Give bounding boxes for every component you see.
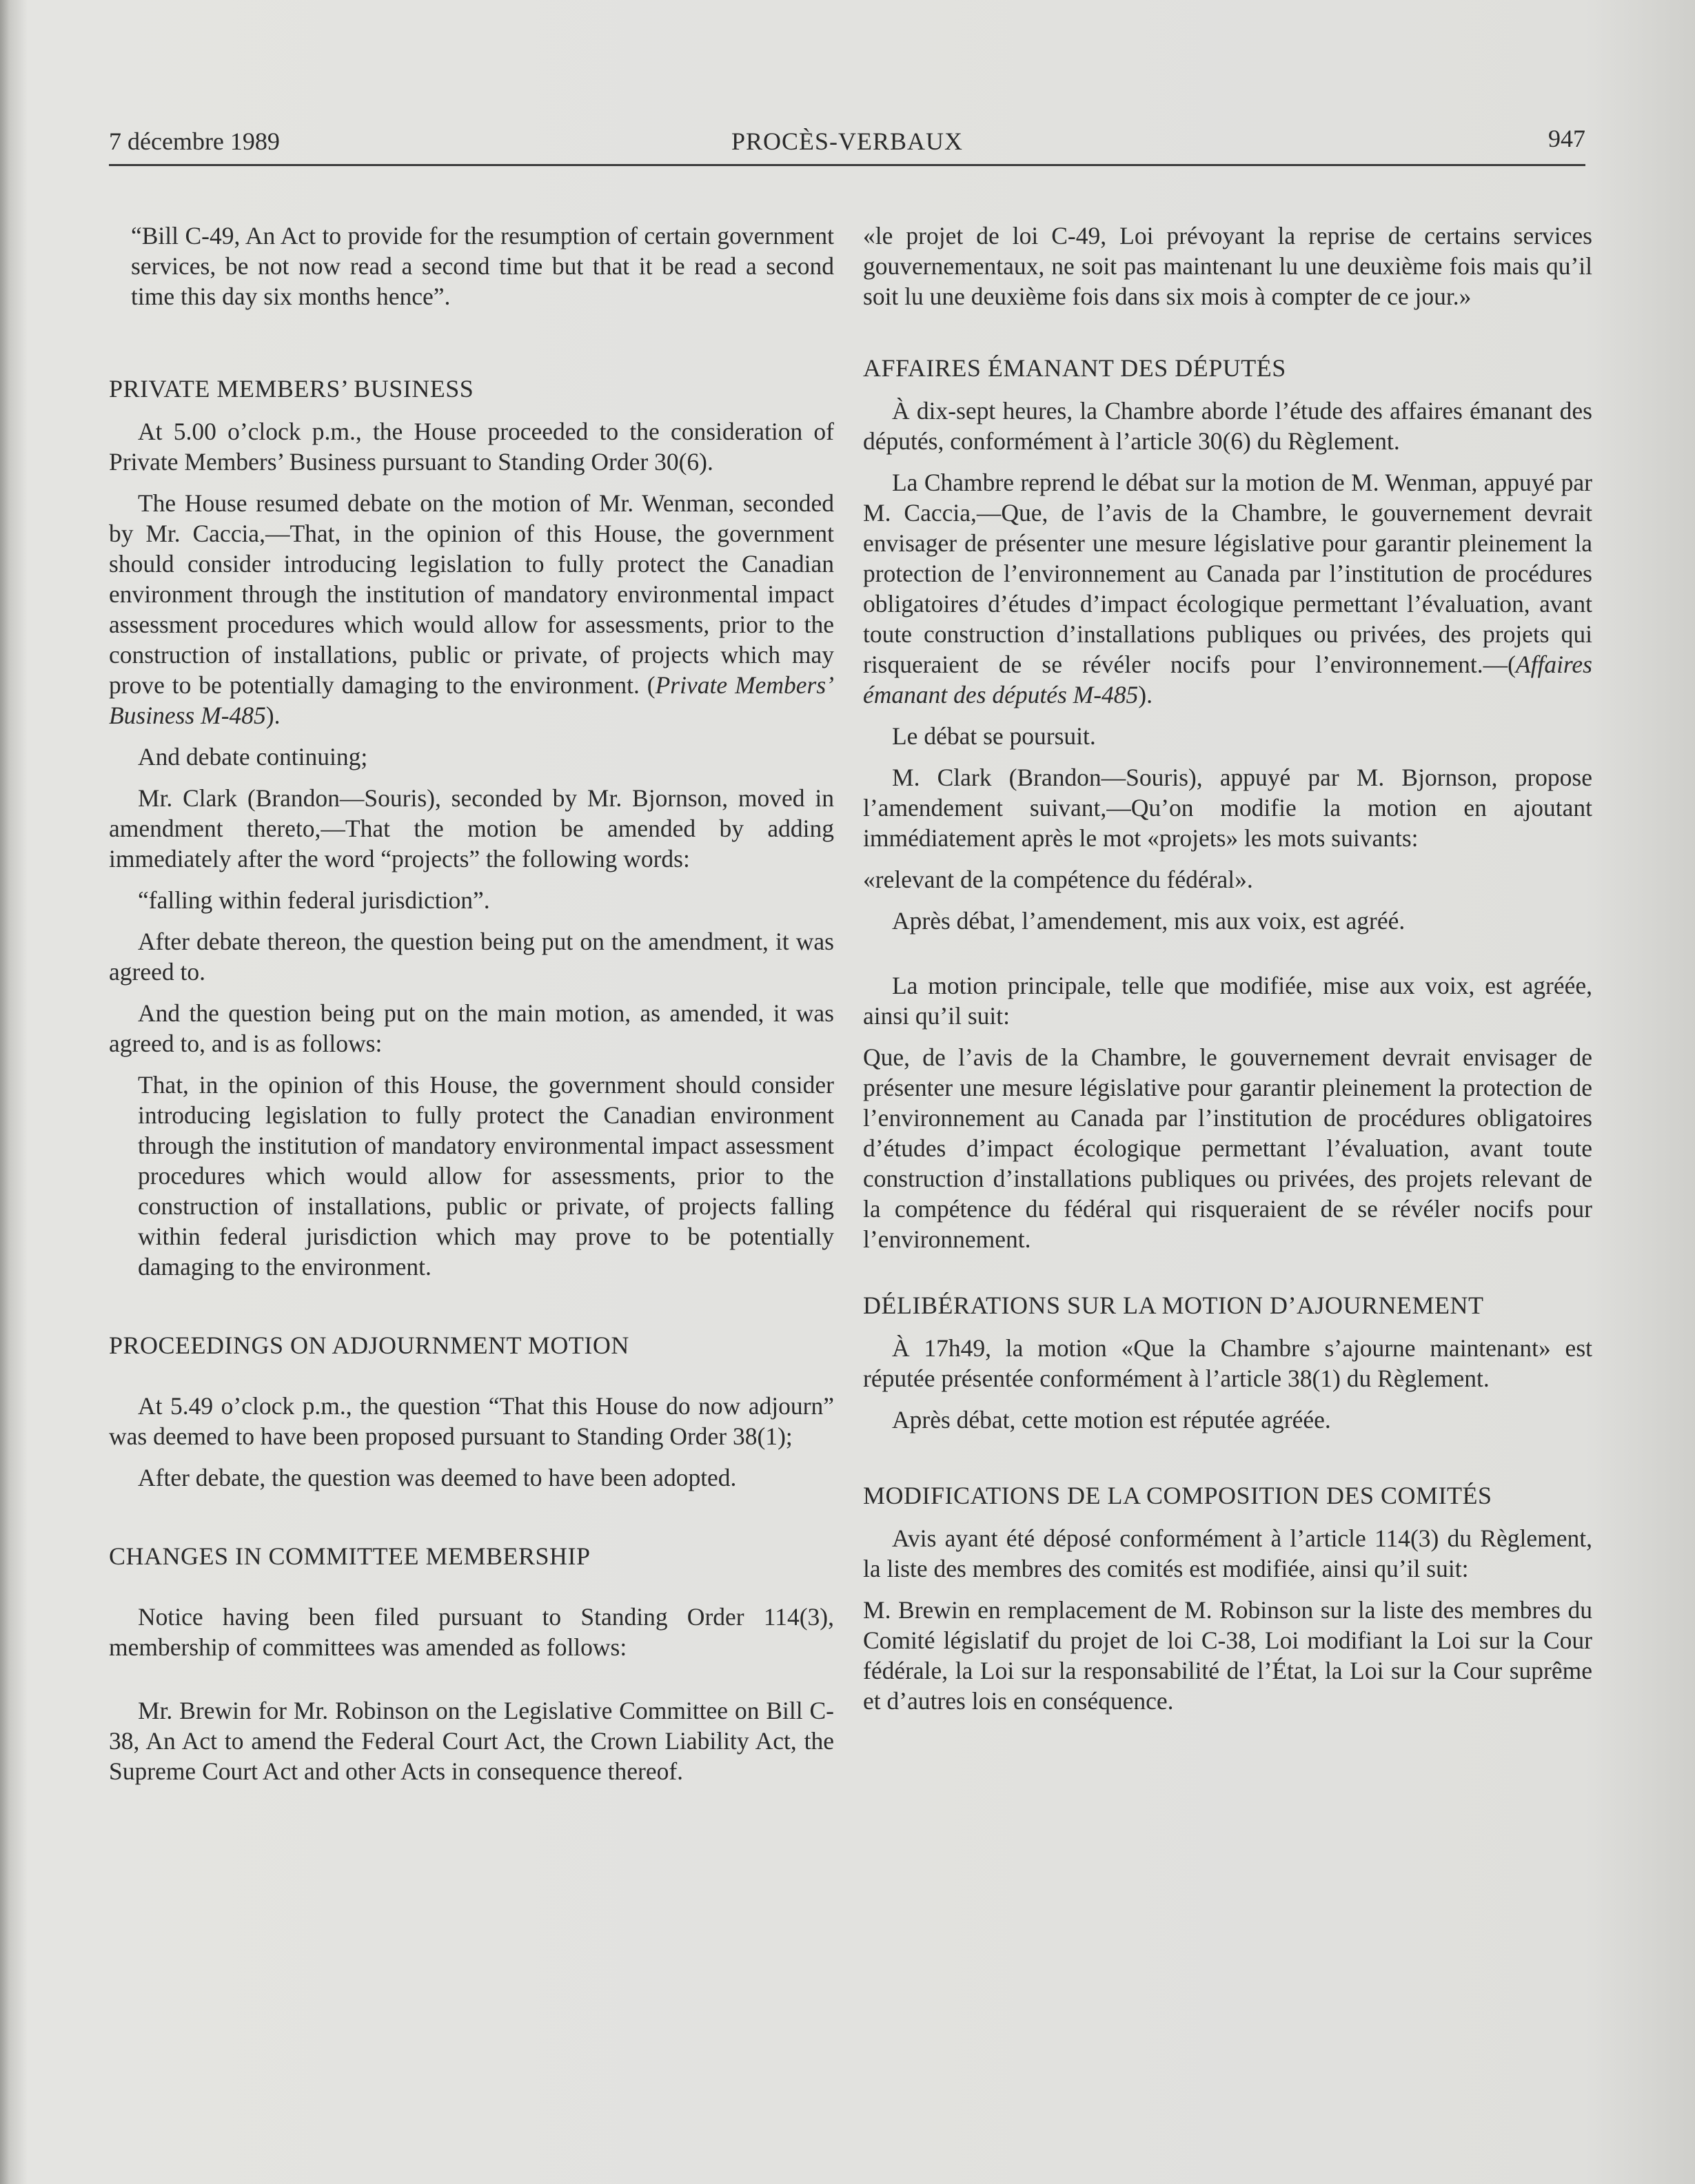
section-heading-private-members: AFFAIRES ÉMANANT DES DÉPUTÉS (863, 354, 1286, 382)
paragraph: After debate thereon, the question being put on the amendment, it was agreed to. (109, 928, 834, 986)
header-date: 7 décembre 1989 (109, 127, 280, 155)
paragraph-text: ). (1138, 681, 1153, 708)
motion-reference: Affaires émanant des députés M-485 (863, 651, 1592, 708)
page-header (109, 124, 1585, 166)
paragraph: Après débat, l’amendement, mis aux voix, est agréé. (892, 907, 1405, 935)
intro-quote: «le projet de loi C-49, Loi prévoyant la reprise de certains services gouvernementaux, ne soit pas maintenant lu une deuxième fois mais qu’il soit lu une deuxième fois dans six mois à compter de ce jour.» (863, 222, 1592, 310)
paragraph-text: The House resumed debate on the motion of Mr. Wenman, seconded by Mr. Caccia,—That, in the opinion of this House, the government should consider introducing legislation to fully protect the Canadian environment through the institution of mandatory environmental impact assessment procedures which would allow for assessments, prior to the construction of installations, public or private, of projects which may prove to be potentially damaging to the environment. ( (109, 489, 834, 699)
section-heading-committee: CHANGES IN COMMITTEE MEMBERSHIP (109, 1542, 591, 1570)
paragraph: À 17h49, la motion «Que la Chambre s’ajourne maintenant» est réputée présentée conformément à l’article 38(1) du Règlement. (863, 1334, 1592, 1392)
page-number: 947 (1548, 125, 1585, 152)
intro-quote: “Bill C-49, An Act to provide for the resumption of certain government services, be not now read a second time but that it be read a second time this day six months hence”. (131, 222, 834, 310)
section-heading-private-members: PRIVATE MEMBERS’ BUSINESS (109, 375, 474, 402)
paragraph: And debate continuing; (138, 743, 368, 770)
paragraph: At 5.00 o’clock p.m., the House proceeded to the consideration of Private Members’ Business pursuant to Standing Order 30(6). (109, 418, 834, 476)
paragraph: After debate, the question was deemed to have been adopted. (138, 1464, 737, 1491)
amendment-quote: «relevant de la compétence du fédéral». (863, 866, 1253, 893)
paragraph (863, 467, 1592, 710)
paragraph: And the question being put on the main motion, as amended, it was agreed to, and is as follows: (109, 999, 834, 1057)
paragraph: Mr. Clark (Brandon—Souris), seconded by Mr. Bjornson, moved in amendment thereto,—That the motion be amended by adding immediately after the word “projects” the following words: (109, 784, 834, 872)
paragraph: Avis ayant été déposé conformément à l’article 114(3) du Règlement, la liste des membres des comités est modifiée, ainsi qu’il suit: (863, 1524, 1592, 1582)
amendment-quote: “falling within federal jurisdiction”. (138, 886, 490, 914)
motion-text: Que, de l’avis de la Chambre, le gouvernement devrait envisager de présenter une mesure législative pour garantir pleinement la protection de l’environnement au Canada par l’institution de procédures obligatoires d’études d’impact écologique permettant l’évaluation, avant toute construction d’installations publiques ou privées, des projets relevant de la compétence du fédéral qui risqueraient de se révéler nocifs pour l’environnement. (863, 1043, 1592, 1253)
paragraph: Après débat, cette motion est réputée agréée. (892, 1406, 1331, 1433)
header-title: PROCÈS-VERBAUX (731, 127, 964, 155)
paragraph: Le débat se poursuit. (892, 722, 1096, 750)
paragraph-text: La Chambre reprend le débat sur la motion de M. Wenman, appuyé par M. Caccia,—Que, de l’avis de la Chambre, le gouvernement devrait envisager de présenter une mesure législative pour garantir pleinement la protection de l’environnement au Canada par l’institution de procédures obligatoires d’études d’impact écologique permettant l’évaluation, avant toute construction d’installations publiques ou privées, des projets qui risqueraient de se révéler nocifs pour l’environnement.—( (863, 469, 1592, 678)
paragraph: La motion principale, telle que modifiée, mise aux voix, est agréée, ainsi qu’il suit: (863, 972, 1592, 1030)
paragraph: Mr. Brewin for Mr. Robinson on the Legislative Committee on Bill C-38, An Act to amend the Federal Court Act, the Crown Liability Act, the Supreme Court Act and other Acts in consequence thereof. (109, 1697, 834, 1785)
section-heading-adjournment: PROCEEDINGS ON ADJOURNMENT MOTION (109, 1331, 629, 1359)
french-column (863, 221, 1592, 1727)
motion-text: That, in the opinion of this House, the government should consider introducing legislation to fully protect the Canadian environment through the institution of mandatory environmental impact assessment procedures which would allow for assessments, prior to the construction of installations, public or private, of projects falling within federal jurisdiction which may prove to be potentially damaging to the environment. (138, 1071, 834, 1280)
paragraph: At 5.49 o’clock p.m., the question “That this House do now adjourn” was deemed to have been proposed pursuant to Standing Order 38(1); (109, 1392, 834, 1450)
paragraph (109, 488, 834, 731)
paragraph: À dix-sept heures, la Chambre aborde l’étude des affaires émanant des députés, conformément à l’article 30(6) du Règlement. (863, 397, 1592, 455)
motion-reference: Private Members’ Business M-485 (109, 671, 834, 729)
paragraph: M. Clark (Brandon—Souris), appuyé par M. Bjornson, propose l’amendement suivant,—Qu’on modifie la motion en ajoutant immédiatement après le mot «projets» les mots suivants: (863, 764, 1592, 852)
paragraph: M. Brewin en remplacement de M. Robinson sur la liste des membres du Comité législatif du projet de loi C-38, Loi modifiant la Loi sur la Cour fédérale, la Loi sur la responsabilité de l’État, la Loi sur la Cour suprême et d’autres lois en conséquence. (863, 1596, 1592, 1715)
paragraph: Notice having been filed pursuant to Standing Order 114(3), membership of committees was amended as follows: (109, 1603, 834, 1661)
section-heading-adjournment: DÉLIBÉRATIONS SUR LA MOTION D’AJOURNEMENT (863, 1292, 1484, 1319)
english-column (109, 221, 834, 1797)
paragraph-text: ). (265, 702, 281, 729)
section-heading-committee: MODIFICATIONS DE LA COMPOSITION DES COMITÉS (863, 1482, 1492, 1509)
